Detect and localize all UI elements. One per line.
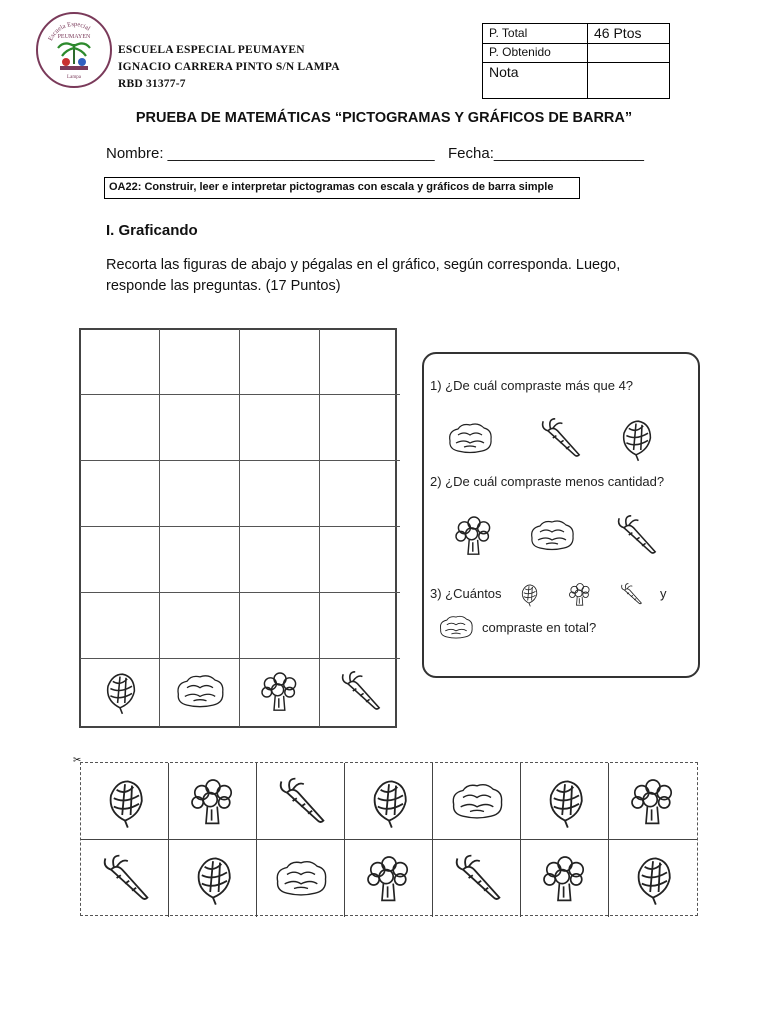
- artichoke-icon: [516, 580, 542, 608]
- cutout-strip: [80, 762, 698, 916]
- broccoli-icon: [361, 850, 417, 906]
- cutout-cell: [609, 763, 697, 840]
- broccoli-icon: [537, 850, 593, 906]
- carrot-icon: [449, 850, 505, 906]
- carrot-icon: [97, 850, 153, 906]
- grid-label-cell: [320, 659, 400, 727]
- logo-text-bottom: Lampa: [67, 75, 81, 80]
- grid-cell: [160, 395, 240, 461]
- grid-cell: [320, 461, 400, 527]
- logo-text-top: Escuela Especial: [47, 20, 92, 43]
- lettuce-icon: [436, 614, 476, 640]
- grid-cell: [80, 329, 160, 395]
- learning-objective: OA22: Construir, leer e interpretar pictogramas con escala y gráficos de barra simple: [104, 177, 580, 199]
- school-name: ESCUELA ESPECIAL PEUMAYEN: [118, 44, 305, 56]
- cutout-cell: [345, 840, 433, 917]
- date-field: Fecha:__________________: [448, 145, 645, 162]
- cutout-cell: [345, 763, 433, 840]
- lettuce-icon: [174, 667, 226, 715]
- school-rbd: RBD 31377-7: [118, 78, 186, 90]
- cutout-cell: [433, 840, 521, 917]
- carrot-icon: [612, 510, 660, 560]
- grid-cell: [80, 395, 160, 461]
- carrot-icon: [618, 580, 644, 608]
- question-1: 1) ¿De cuál compraste más que 4?: [430, 378, 634, 393]
- school-logo: [36, 12, 112, 88]
- grid-cell: [240, 593, 320, 659]
- grid-cell: [160, 527, 240, 593]
- question-3-start: 3) ¿Cuántos: [430, 586, 502, 601]
- artichoke-icon: [537, 773, 593, 829]
- grid-label-cell: [240, 659, 320, 727]
- grade-label: Nota: [483, 62, 588, 98]
- section-instructions: Recorta las figuras de abajo y pégalas en el gráfico, según corresponda. Luego, responde las preguntas. (17 Puntos): [106, 257, 621, 294]
- broccoli-icon: [566, 580, 594, 608]
- grid-cell: [240, 527, 320, 593]
- grid-cell: [80, 527, 160, 593]
- name-field: Nombre: ________________________________: [106, 145, 435, 162]
- grid-cell: [160, 329, 240, 395]
- grade-value: [588, 62, 669, 98]
- grid-cell: [320, 329, 400, 395]
- carrot-icon: [273, 773, 329, 829]
- cutout-cell: [521, 763, 609, 840]
- cutout-cell: [169, 763, 257, 840]
- cutout-cell: [433, 763, 521, 840]
- obtained-points-value: [588, 43, 669, 62]
- grid-label-cell: [80, 659, 160, 727]
- grid-cell: [320, 395, 400, 461]
- school-address: IGNACIO CARRERA PINTO S/N LAMPA: [118, 61, 340, 73]
- score-box: [482, 23, 670, 99]
- carrot-icon: [536, 412, 584, 464]
- grid-cell: [160, 461, 240, 527]
- cutout-cell: [609, 840, 697, 917]
- broccoli-icon: [254, 667, 306, 715]
- questions-box: [422, 352, 700, 678]
- question-2: 2) ¿De cuál compraste menos cantidad?: [430, 474, 665, 489]
- logo-text-mid: PEUMAYEN: [57, 34, 91, 40]
- grid-cell: [160, 593, 240, 659]
- broccoli-icon: [185, 773, 241, 829]
- artichoke-icon: [185, 850, 241, 906]
- artichoke-icon: [612, 412, 660, 464]
- grid-cell: [320, 527, 400, 593]
- lettuce-icon: [528, 510, 576, 560]
- question-3-and: y: [660, 586, 667, 601]
- cutout-cell: [257, 763, 345, 840]
- grid-cell: [240, 461, 320, 527]
- page-title: PRUEBA DE MATEMÁTICAS “PICTOGRAMAS Y GRÁFICOS DE BARRA”: [135, 110, 633, 126]
- broccoli-icon: [450, 510, 498, 560]
- artichoke-icon: [94, 667, 146, 715]
- grid-cell: [80, 593, 160, 659]
- grid-cell: [320, 593, 400, 659]
- section-heading: I. Graficando: [106, 222, 198, 239]
- cutout-cell: [169, 840, 257, 917]
- artichoke-icon: [625, 850, 681, 906]
- grid-cell: [80, 461, 160, 527]
- pictogram-grid: [79, 328, 397, 728]
- question-3-end: compraste en total?: [482, 620, 597, 635]
- total-points-value: 46 Ptos: [594, 25, 642, 41]
- cutout-cell: [257, 840, 345, 917]
- scissors-icon: ✂: [73, 755, 82, 766]
- artichoke-icon: [97, 773, 153, 829]
- obtained-points-label: P. Obtenido: [483, 43, 588, 62]
- grid-label-cell: [160, 659, 240, 727]
- broccoli-icon: [625, 773, 681, 829]
- cutout-cell: [81, 763, 169, 840]
- total-points-label: P. Total: [483, 24, 588, 43]
- lettuce-icon: [446, 412, 494, 464]
- cutout-cell: [521, 840, 609, 917]
- grid-cell: [240, 395, 320, 461]
- grid-cell: [240, 329, 320, 395]
- lettuce-icon: [273, 850, 329, 906]
- cutout-cell: [81, 840, 169, 917]
- artichoke-icon: [361, 773, 417, 829]
- lettuce-icon: [449, 773, 505, 829]
- carrot-icon: [334, 667, 386, 715]
